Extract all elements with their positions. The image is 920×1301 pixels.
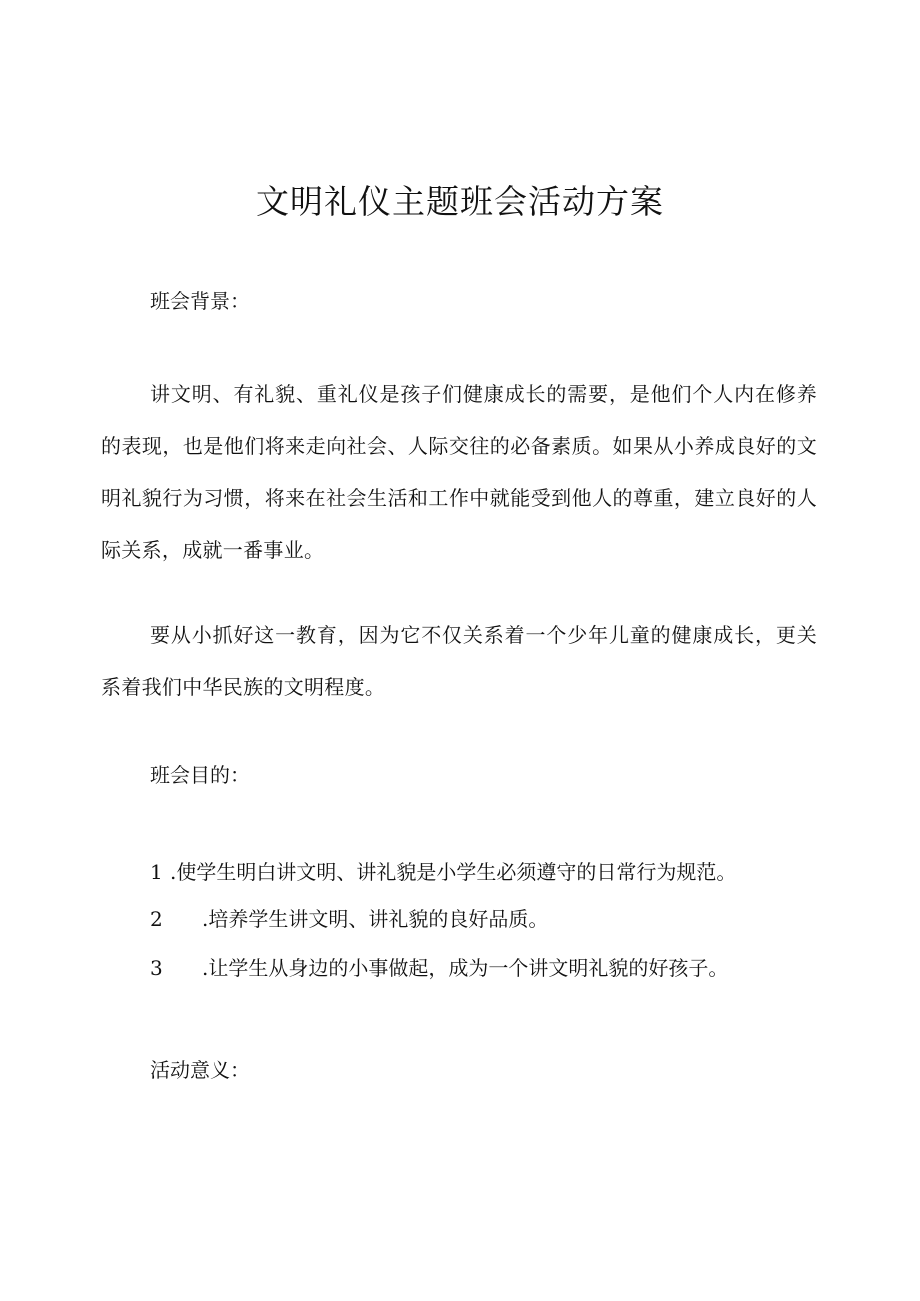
purpose-item-number: 1 [150,860,163,884]
purpose-item-number: 3 [150,956,163,980]
section-heading-significance: 活动意义： [150,1058,250,1082]
section-heading-purpose: 班会目的： [150,763,250,787]
purpose-item [150,904,548,934]
purpose-item [150,857,736,887]
purpose-item-text: .培养学生讲文明、讲礼貌的良好品质。 [202,907,549,931]
background-paragraph-2: 要从小抓好这一教育，因为它不仅关系着一个少年儿童的健康成长，更关系着我们中华民族的文明程度。 [101,623,817,699]
purpose-item-number: 2 [150,907,163,931]
purpose-item [150,953,728,983]
background-paragraph-1: 讲文明、有礼貌、重礼仪是孩子们健康成长的需要，是他们个人内在修养的表现，也是他们将来走向社会、人际交往的必备素质。如果从小养成良好的文明礼貌行为习惯，将来在社会生活和工作中就能受到他人的尊重，建立良好的人际关系，成就一番事业。 [101,382,817,562]
document-title: 文明礼仪主题班会活动方案 [256,182,664,221]
purpose-item-text: .使学生明白讲文明、讲礼貌是小学生必须遵守的日常行为规范。 [170,860,737,884]
section-heading-background: 班会背景： [150,289,250,313]
purpose-item-text: .让学生从身边的小事做起，成为一个讲文明礼貌的好孩子。 [202,956,729,980]
